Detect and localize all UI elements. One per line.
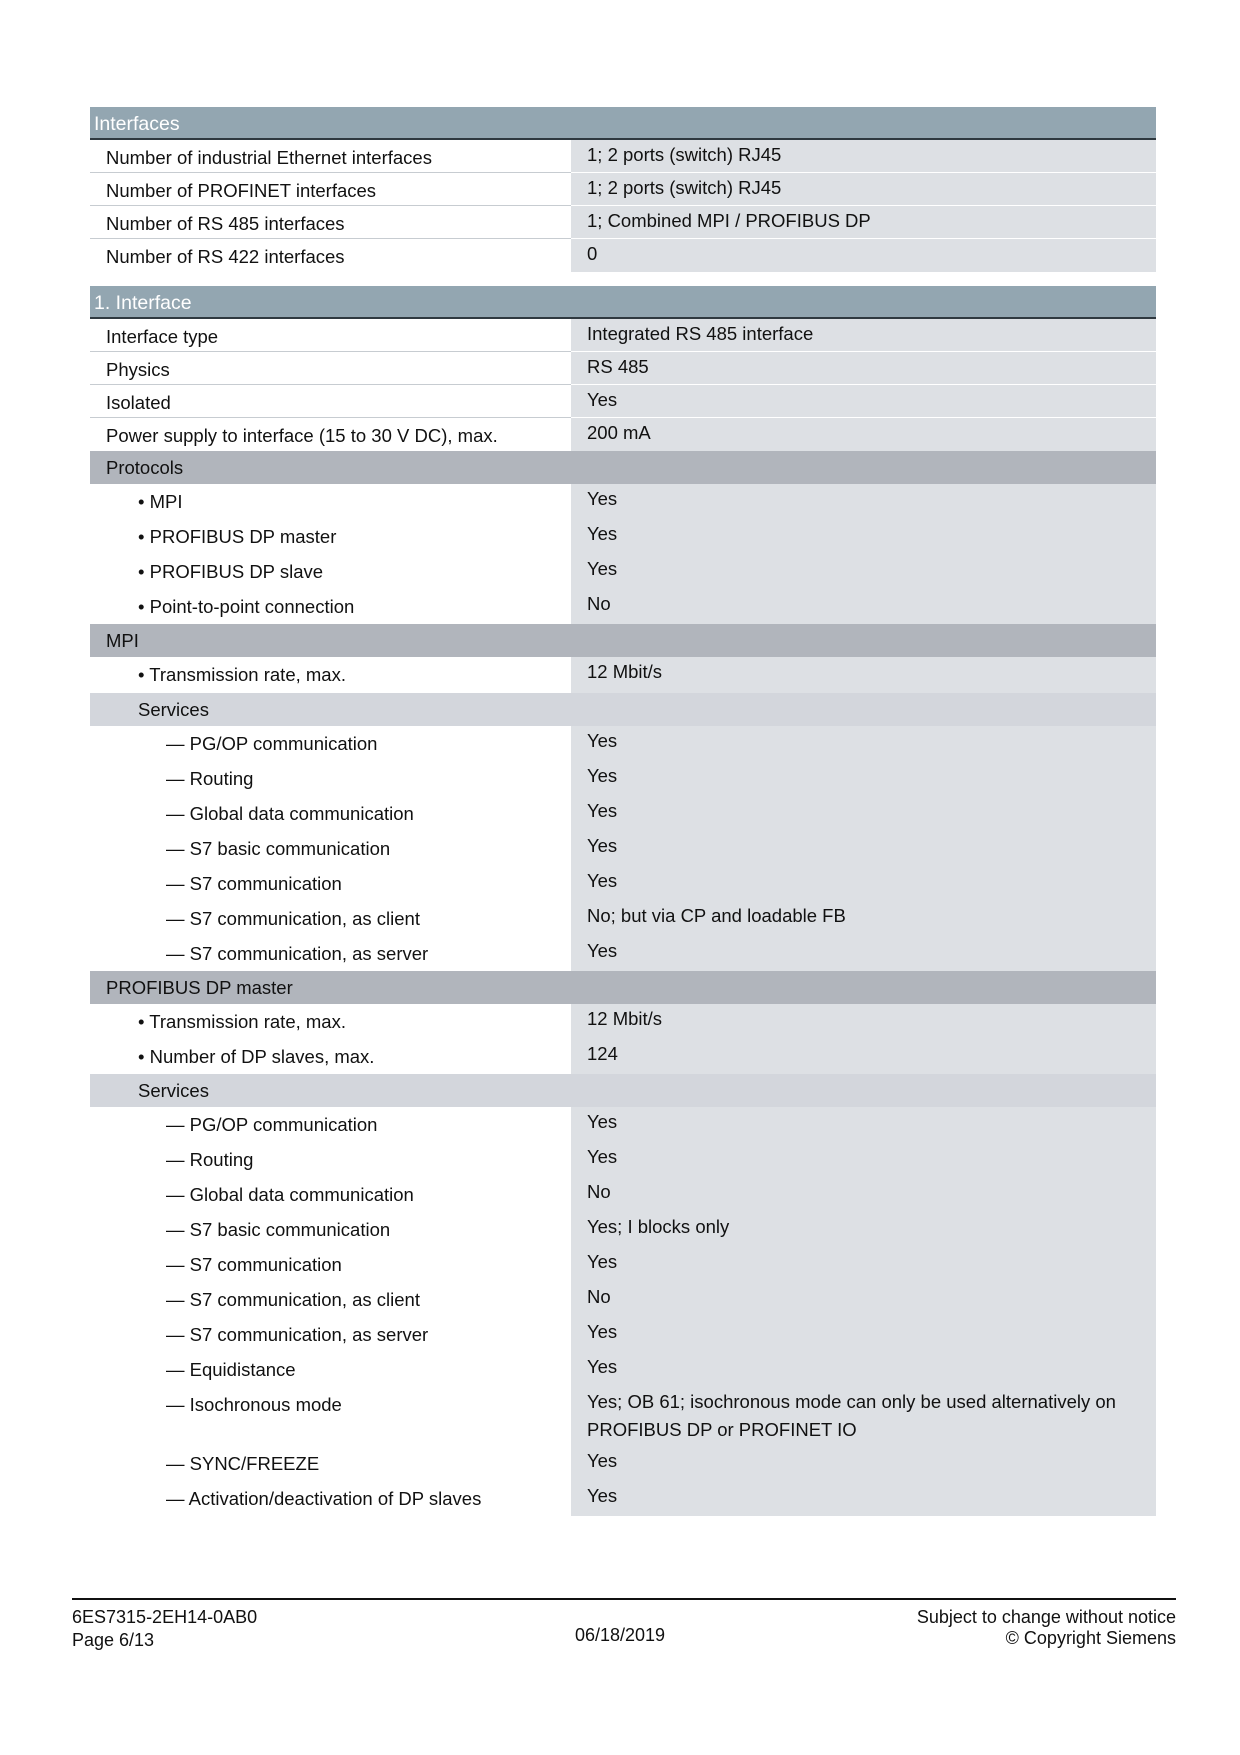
row-value: Yes [571,1107,1156,1142]
row-value: Yes [571,796,1156,831]
row-label: Isolated [90,385,571,418]
row-label: — Global data communication [90,796,571,831]
row-label: Number of industrial Ethernet interfaces [90,140,571,173]
table-row [90,1004,1156,1039]
table-row [90,761,1156,796]
row-value: 1; 2 ports (switch) RJ45 [571,173,1156,206]
row-label: Number of PROFINET interfaces [90,173,571,206]
table-row [90,936,1156,971]
row-value: Yes [571,1142,1156,1177]
section-title-interface1: 1. Interface [90,286,1156,319]
table-row [90,1177,1156,1212]
row-value: RS 485 [571,352,1156,385]
row-value: No [571,1177,1156,1212]
table-row [90,418,1156,451]
table-row [90,1282,1156,1317]
interface1-table [90,286,1156,1516]
table-row [90,1142,1156,1177]
row-value: Yes [571,761,1156,796]
table-row [90,519,1156,554]
footer-notice: Subject to change without notice [916,1607,1176,1627]
row-label: — Routing [90,1142,571,1177]
row-label: — Equidistance [90,1352,571,1387]
row-value: No [571,1282,1156,1317]
row-value: Yes [571,554,1156,589]
table-row [90,901,1156,936]
row-label: • PROFIBUS DP slave [90,554,571,589]
table-row [90,554,1156,589]
row-value: 0 [571,239,1156,272]
table-row [90,831,1156,866]
footer-order-number: 6ES7315-2EH14-0AB0 [72,1607,258,1627]
row-label: • Point-to-point connection [90,589,571,624]
row-value: Yes [571,1352,1156,1387]
table-row [90,1212,1156,1247]
table-row [90,319,1156,352]
row-value: 124 [571,1039,1156,1074]
row-label: — S7 communication [90,866,571,901]
row-value: 200 mA [571,418,1156,451]
table-row [90,484,1156,519]
row-label: • PROFIBUS DP master [90,519,571,554]
row-value: 1; Combined MPI / PROFIBUS DP [571,206,1156,239]
row-label: — SYNC/FREEZE [90,1446,571,1481]
row-value: Yes [571,519,1156,554]
group-header-mpi-services: Services [90,693,1156,726]
group-header-dp-services: Services [90,1074,1156,1107]
row-label: — S7 basic communication [90,831,571,866]
row-value: Yes [571,1446,1156,1481]
interfaces-table [90,107,1156,272]
row-value: Yes [571,831,1156,866]
row-value: Yes [571,726,1156,761]
table-row [90,657,1156,693]
row-label: — S7 communication, as server [90,1317,571,1352]
table-row [90,1352,1156,1387]
row-label: — Global data communication [90,1177,571,1212]
row-label: — S7 communication, as client [90,901,571,936]
table-row [90,385,1156,418]
table-row [90,1317,1156,1352]
footer-copyright: © Copyright Siemens [1005,1628,1176,1648]
row-label: — Isochronous mode [90,1387,571,1446]
row-value: 12 Mbit/s [571,657,1156,693]
table-row [90,1446,1156,1481]
table-row [90,206,1156,239]
row-value: No; but via CP and loadable FB [571,901,1156,936]
table-row [90,352,1156,385]
row-value: No [571,589,1156,624]
row-value: Yes [571,484,1156,519]
row-label: — S7 communication, as client [90,1282,571,1317]
row-label: Power supply to interface (15 to 30 V DC), max. [90,418,571,451]
table-row [90,1247,1156,1282]
table-row [90,1481,1156,1516]
group-header-dp-master: PROFIBUS DP master [90,971,1156,1004]
footer-date: 06/18/2019 [574,1625,666,1645]
row-label: Physics [90,352,571,385]
row-value: 1; 2 ports (switch) RJ45 [571,140,1156,173]
table-row [90,726,1156,761]
row-value: Integrated RS 485 interface [571,319,1156,352]
table-row [90,1107,1156,1142]
table-row [90,1387,1156,1446]
table-row [90,173,1156,206]
row-value: Yes; OB 61; isochronous mode can only be used alternatively on PROFIBUS DP or PROFINET IO [571,1387,1156,1446]
row-value: Yes; I blocks only [571,1212,1156,1247]
footer-page-number: Page 6/13 [72,1630,155,1650]
row-label: • Number of DP slaves, max. [90,1039,571,1074]
row-label: • Transmission rate, max. [90,1004,571,1039]
row-label: • Transmission rate, max. [90,657,571,693]
table-row [90,239,1156,272]
table-row [90,1039,1156,1074]
row-label: — S7 communication, as server [90,936,571,971]
group-header-mpi: MPI [90,624,1156,657]
row-value: 12 Mbit/s [571,1004,1156,1039]
row-value: Yes [571,1317,1156,1352]
group-header-protocols: Protocols [90,451,1156,484]
footer-divider [72,1598,1176,1600]
row-value: Yes [571,866,1156,901]
row-label: Number of RS 485 interfaces [90,206,571,239]
row-value: Yes [571,1247,1156,1282]
row-label: — S7 basic communication [90,1212,571,1247]
table-row [90,140,1156,173]
table-row [90,589,1156,624]
row-label: — Routing [90,761,571,796]
row-value: Yes [571,1481,1156,1516]
row-label: — PG/OP communication [90,1107,571,1142]
table-row [90,796,1156,831]
row-label: — PG/OP communication [90,726,571,761]
row-label: Interface type [90,319,571,352]
row-label: Number of RS 422 interfaces [90,239,571,272]
section-title-interfaces: Interfaces [90,107,1156,140]
row-value: Yes [571,385,1156,418]
row-value: Yes [571,936,1156,971]
table-row [90,866,1156,901]
row-label: — Activation/deactivation of DP slaves [90,1481,571,1516]
row-label: — S7 communication [90,1247,571,1282]
row-label: • MPI [90,484,571,519]
